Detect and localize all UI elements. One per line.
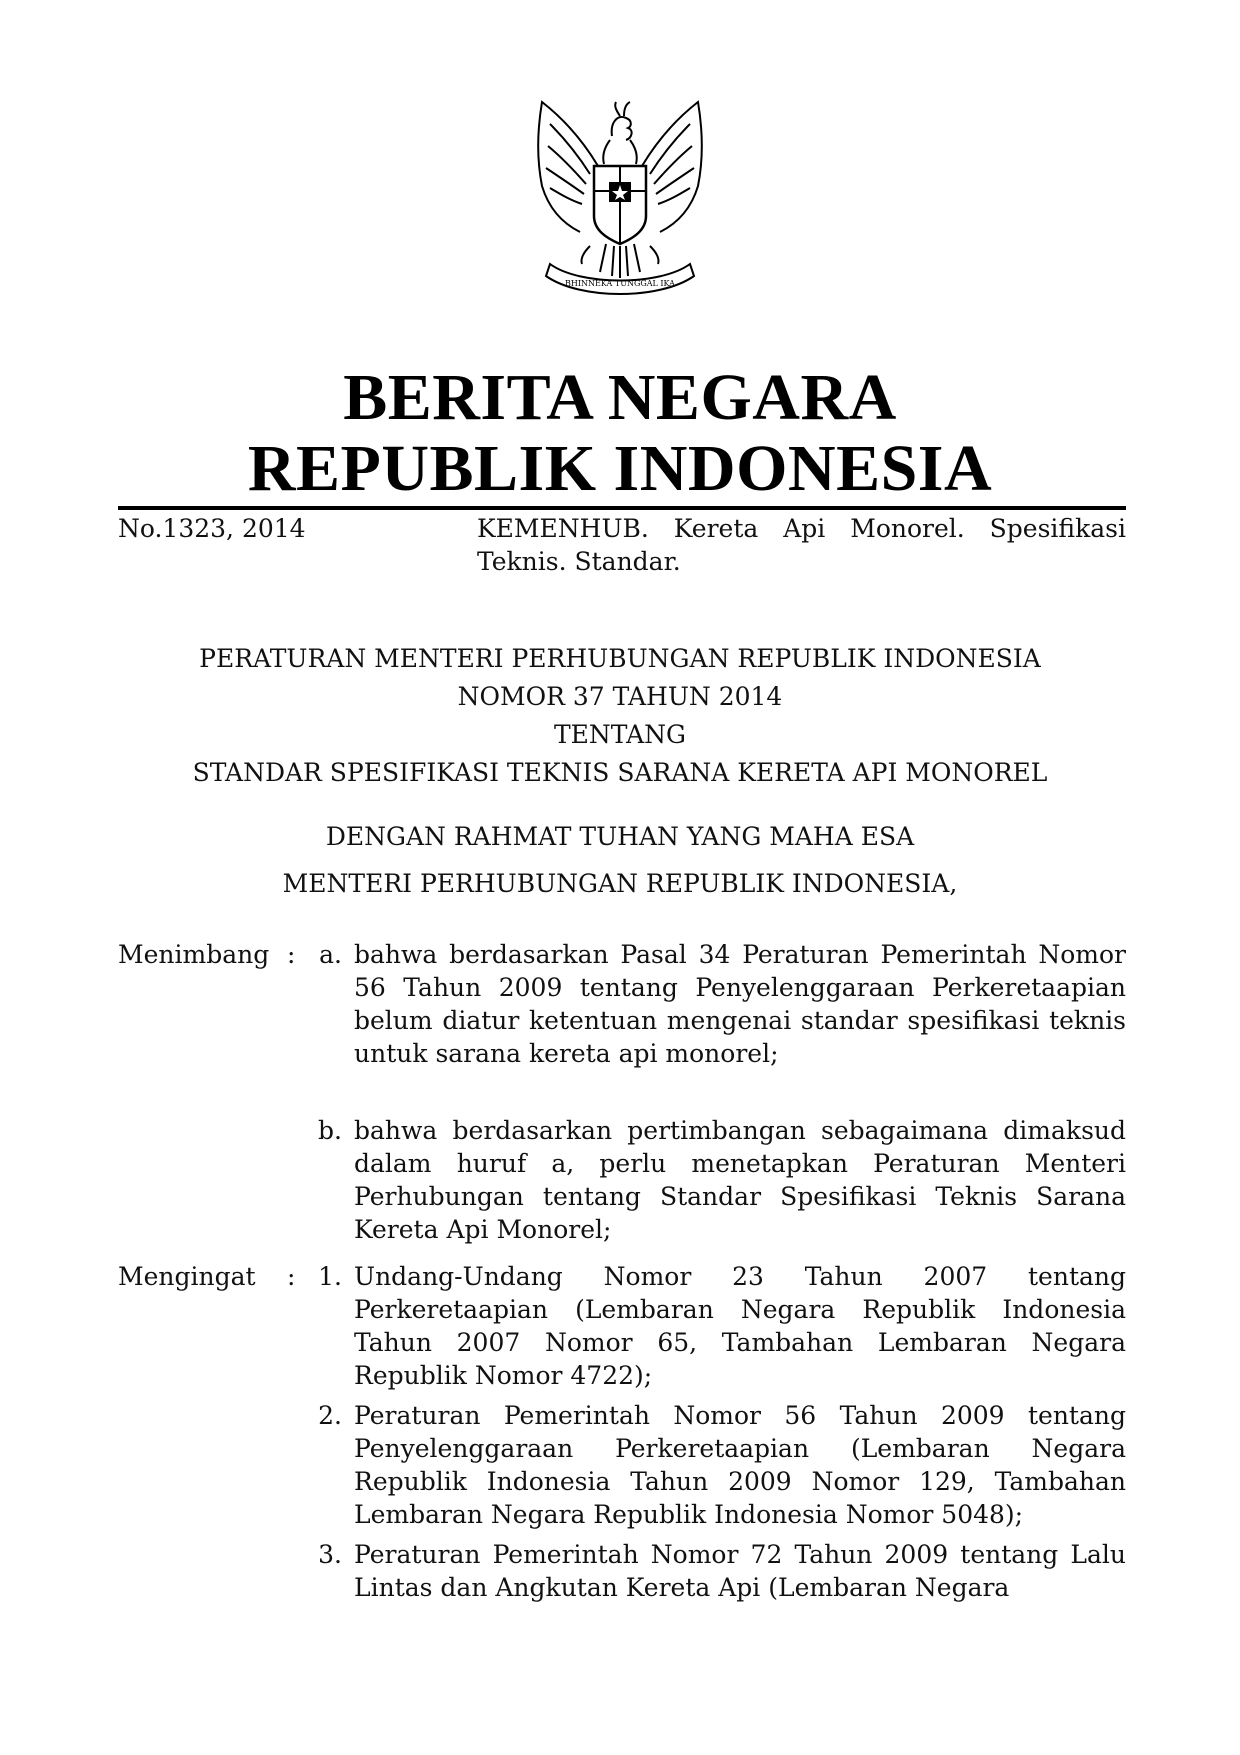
regulation-heading: [0, 640, 1240, 792]
gazette-subject: [477, 512, 1126, 578]
menimbang-item-marker: b.: [318, 1116, 342, 1145]
regulation-number: NOMOR 37 TAHUN 2014: [457, 682, 783, 711]
mengingat-item-text: Undang-Undang Nomor 23 Tahun 2007 tentang Perkeretaapian (Lembaran Negara Republik Indonesia Tahun 2007 Nomor 65, Tambahan Lembaran Negara Republik Nomor 4722);: [354, 1262, 1126, 1390]
mengingat-item-marker: 3.: [318, 1540, 342, 1569]
garuda-pancasila-emblem-icon: [520, 96, 720, 316]
masthead-title-line2: REPUBLIK INDONESIA: [247, 432, 993, 505]
mengingat-item-marker: 1.: [318, 1262, 342, 1291]
menimbang-item-text: bahwa berdasarkan pertimbangan sebagaimana dimaksud dalam huruf a, perlu menetapkan Peraturan Menteri Perhubungan tentang Standar Spesifikasi Teknis Sarana Kereta Api Monorel;: [354, 1116, 1126, 1244]
masthead-divider: [118, 506, 1126, 510]
regulation-invocation: DENGAN RAHMAT TUHAN YANG MAHA ESA: [325, 822, 915, 851]
menimbang-label: Menimbang: [118, 940, 270, 969]
regulation-preamble: [0, 813, 1240, 907]
mengingat-item-text: Peraturan Pemerintah Nomor 72 Tahun 2009 tentang Lalu Lintas dan Angkutan Kereta Api (Lembaran Negara: [354, 1540, 1126, 1602]
gazette-number: No.1323, 2014: [118, 514, 306, 543]
regulation-title: PERATURAN MENTERI PERHUBUNGAN REPUBLIK INDONESIA: [199, 644, 1041, 673]
emblem-motto: BHINNEKA TUNGGAL IKA: [565, 279, 675, 288]
menimbang-item-marker: a.: [319, 940, 342, 969]
mengingat-item-text: Peraturan Pemerintah Nomor 56 Tahun 2009 tentang Penyelenggaraan Perkeretaapian (Lembaran Negara Republik Indonesia Tahun 2009 Nomor 129, Tambahan Lembaran Negara Republik Indonesia Nomor 5048);: [354, 1401, 1126, 1529]
regulation-subject: STANDAR SPESIFIKASI TEKNIS SARANA KERETA API MONOREL: [192, 758, 1048, 787]
menimbang-item-text: bahwa berdasarkan Pasal 34 Peraturan Pemerintah Nomor 56 Tahun 2009 tentang Penyelenggaraan Perkeretaapian belum diatur ketentuan mengenai standar spesifikasi teknis untuk sarana kereta api monorel;: [354, 940, 1126, 1068]
regulation-issuer: MENTERI PERHUBUNGAN REPUBLIK INDONESIA,: [282, 869, 958, 898]
gazette-subject-line1: KEMENHUB. Kereta Api Monorel. Spesifikasi: [477, 514, 1126, 543]
mengingat-item-marker: 2.: [318, 1401, 342, 1430]
mengingat-colon: :: [287, 1262, 296, 1291]
mengingat-label: Mengingat: [118, 1262, 256, 1291]
masthead-title-line1: BERITA NEGARA: [343, 361, 897, 434]
gazette-subject-line2: Teknis. Standar.: [477, 547, 681, 576]
regulation-about: TENTANG: [553, 720, 686, 749]
menimbang-colon: :: [287, 940, 296, 969]
